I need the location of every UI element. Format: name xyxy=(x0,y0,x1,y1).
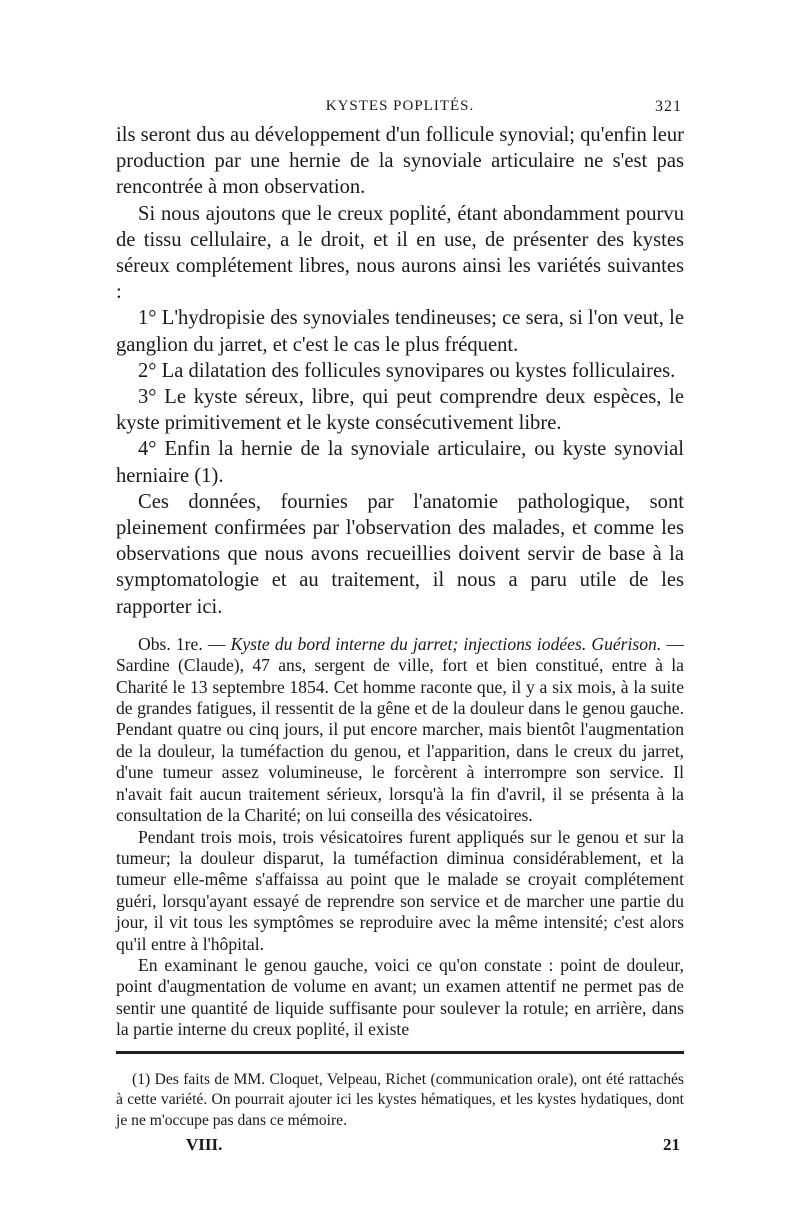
observation-label: Obs. 1re. — xyxy=(138,633,226,654)
sheet-number: 21 xyxy=(663,1135,680,1155)
observation-paragraph: Pendant trois mois, trois vésicatoires furent appliqués sur le genou et sur la tumeur; la douleur disparut, la tuméfaction diminua considérablement, et la tumeur elle-même s'affaissa au point que le malade se croyait complétement guéri, lorsqu'ayant essayé de reprendre son service et de marcher une partie du jour, il vit tous les symptômes se reproduire avec la même intensité; c'est alors qu'il entre à l'hôpital. xyxy=(116,826,684,954)
list-item-variety-4: 4° Enfin la hernie de la synoviale articulaire, ou kyste synovial herniaire (1). xyxy=(116,438,684,487)
running-title: KYSTES POPLITÉS. xyxy=(325,98,475,114)
observation-first-paragraph xyxy=(116,634,684,827)
footnote-text: (1) Des faits de MM. Cloquet, Velpeau, Richet (communication orale), ont été rattachés à cette variété. On pourrait ajouter ici les kystes hématiques, et les kystes hydatiques, dont je ne m'occupe pas dans ce mémoire. xyxy=(116,1070,684,1129)
observation-text: — Sardine (Claude), 47 ans, sergent de ville, fort et bien constitué, entre à la Charité le 13 septembre 1854. Cet homme raconte que, il y a six mois, à la suite de grandes fatigues, il ressentit de la gêne et de la douleur dans le genou gauche. Pendant quatre ou cinq jours, il put encore marcher, mais bientôt l'augmentation de la douleur, la tuméfaction du genou, et l'apparition, dans le creux du jarret, d'une tumeur assez volumineuse, le forcèrent à interrompre son service. Il n'avait fait aucun traitement sérieux, lorsqu'à la fin d'avril, il se présenta à la consultation de la Charité; on lui conseilla des vésicatoires. xyxy=(116,633,684,826)
footnote-divider xyxy=(116,1051,684,1054)
list-item-variety-2: 2° La dilatation des follicules synovipares ou kystes folliculaires. xyxy=(138,359,676,382)
volume-mark: VIII. xyxy=(186,1135,223,1155)
main-text xyxy=(116,122,684,620)
list-item-variety-3: 3° Le kyste séreux, libre, qui peut comprendre deux espèces, le kyste primitivement et le kyste consécutivement libre. xyxy=(116,386,684,435)
book-page xyxy=(116,96,684,1161)
footnote xyxy=(116,1070,684,1132)
observation-title: Kyste du bord interne du jarret; injections iodées. Guérison. xyxy=(230,633,662,654)
signature-line xyxy=(116,1135,684,1161)
paragraph: Ces données, fournies par l'anatomie pathologique, sont pleinement confirmées par l'observation des malades, et comme les observations que nous avons recueillies doivent servir de base à la symptomatologie et au traitement, il nous a paru utile de les rapporter ici. xyxy=(116,490,684,618)
list-item-variety-1: 1° L'hydropisie des synoviales tendineuses; ce sera, si l'on veut, le ganglion du jarret, et c'est le cas le plus fréquent. xyxy=(116,307,684,356)
paragraph: ils seront dus au développement d'un follicule synovial; qu'enfin leur production par une hernie de la synoviale articulaire ne s'est pas rencontrée à mon observation. xyxy=(116,124,684,199)
observation-block xyxy=(116,634,684,1041)
running-header xyxy=(116,96,684,122)
paragraph: Si nous ajoutons que le creux poplité, étant abondamment pourvu de tissu cellulaire, a le droit, et il en use, de présenter des kystes séreux complétement libres, nous aurons ainsi les variétés suivantes : xyxy=(116,202,684,304)
page-number: 321 xyxy=(655,98,682,115)
observation-paragraph: En examinant le genou gauche, voici ce qu'on constate : point de douleur, point d'augmentation de volume en avant; un examen attentif ne permet pas de sentir une quantité de liquide suffisante pour soulever la rotule; en arrière, dans la partie interne du creux poplité, il existe xyxy=(116,954,684,1040)
